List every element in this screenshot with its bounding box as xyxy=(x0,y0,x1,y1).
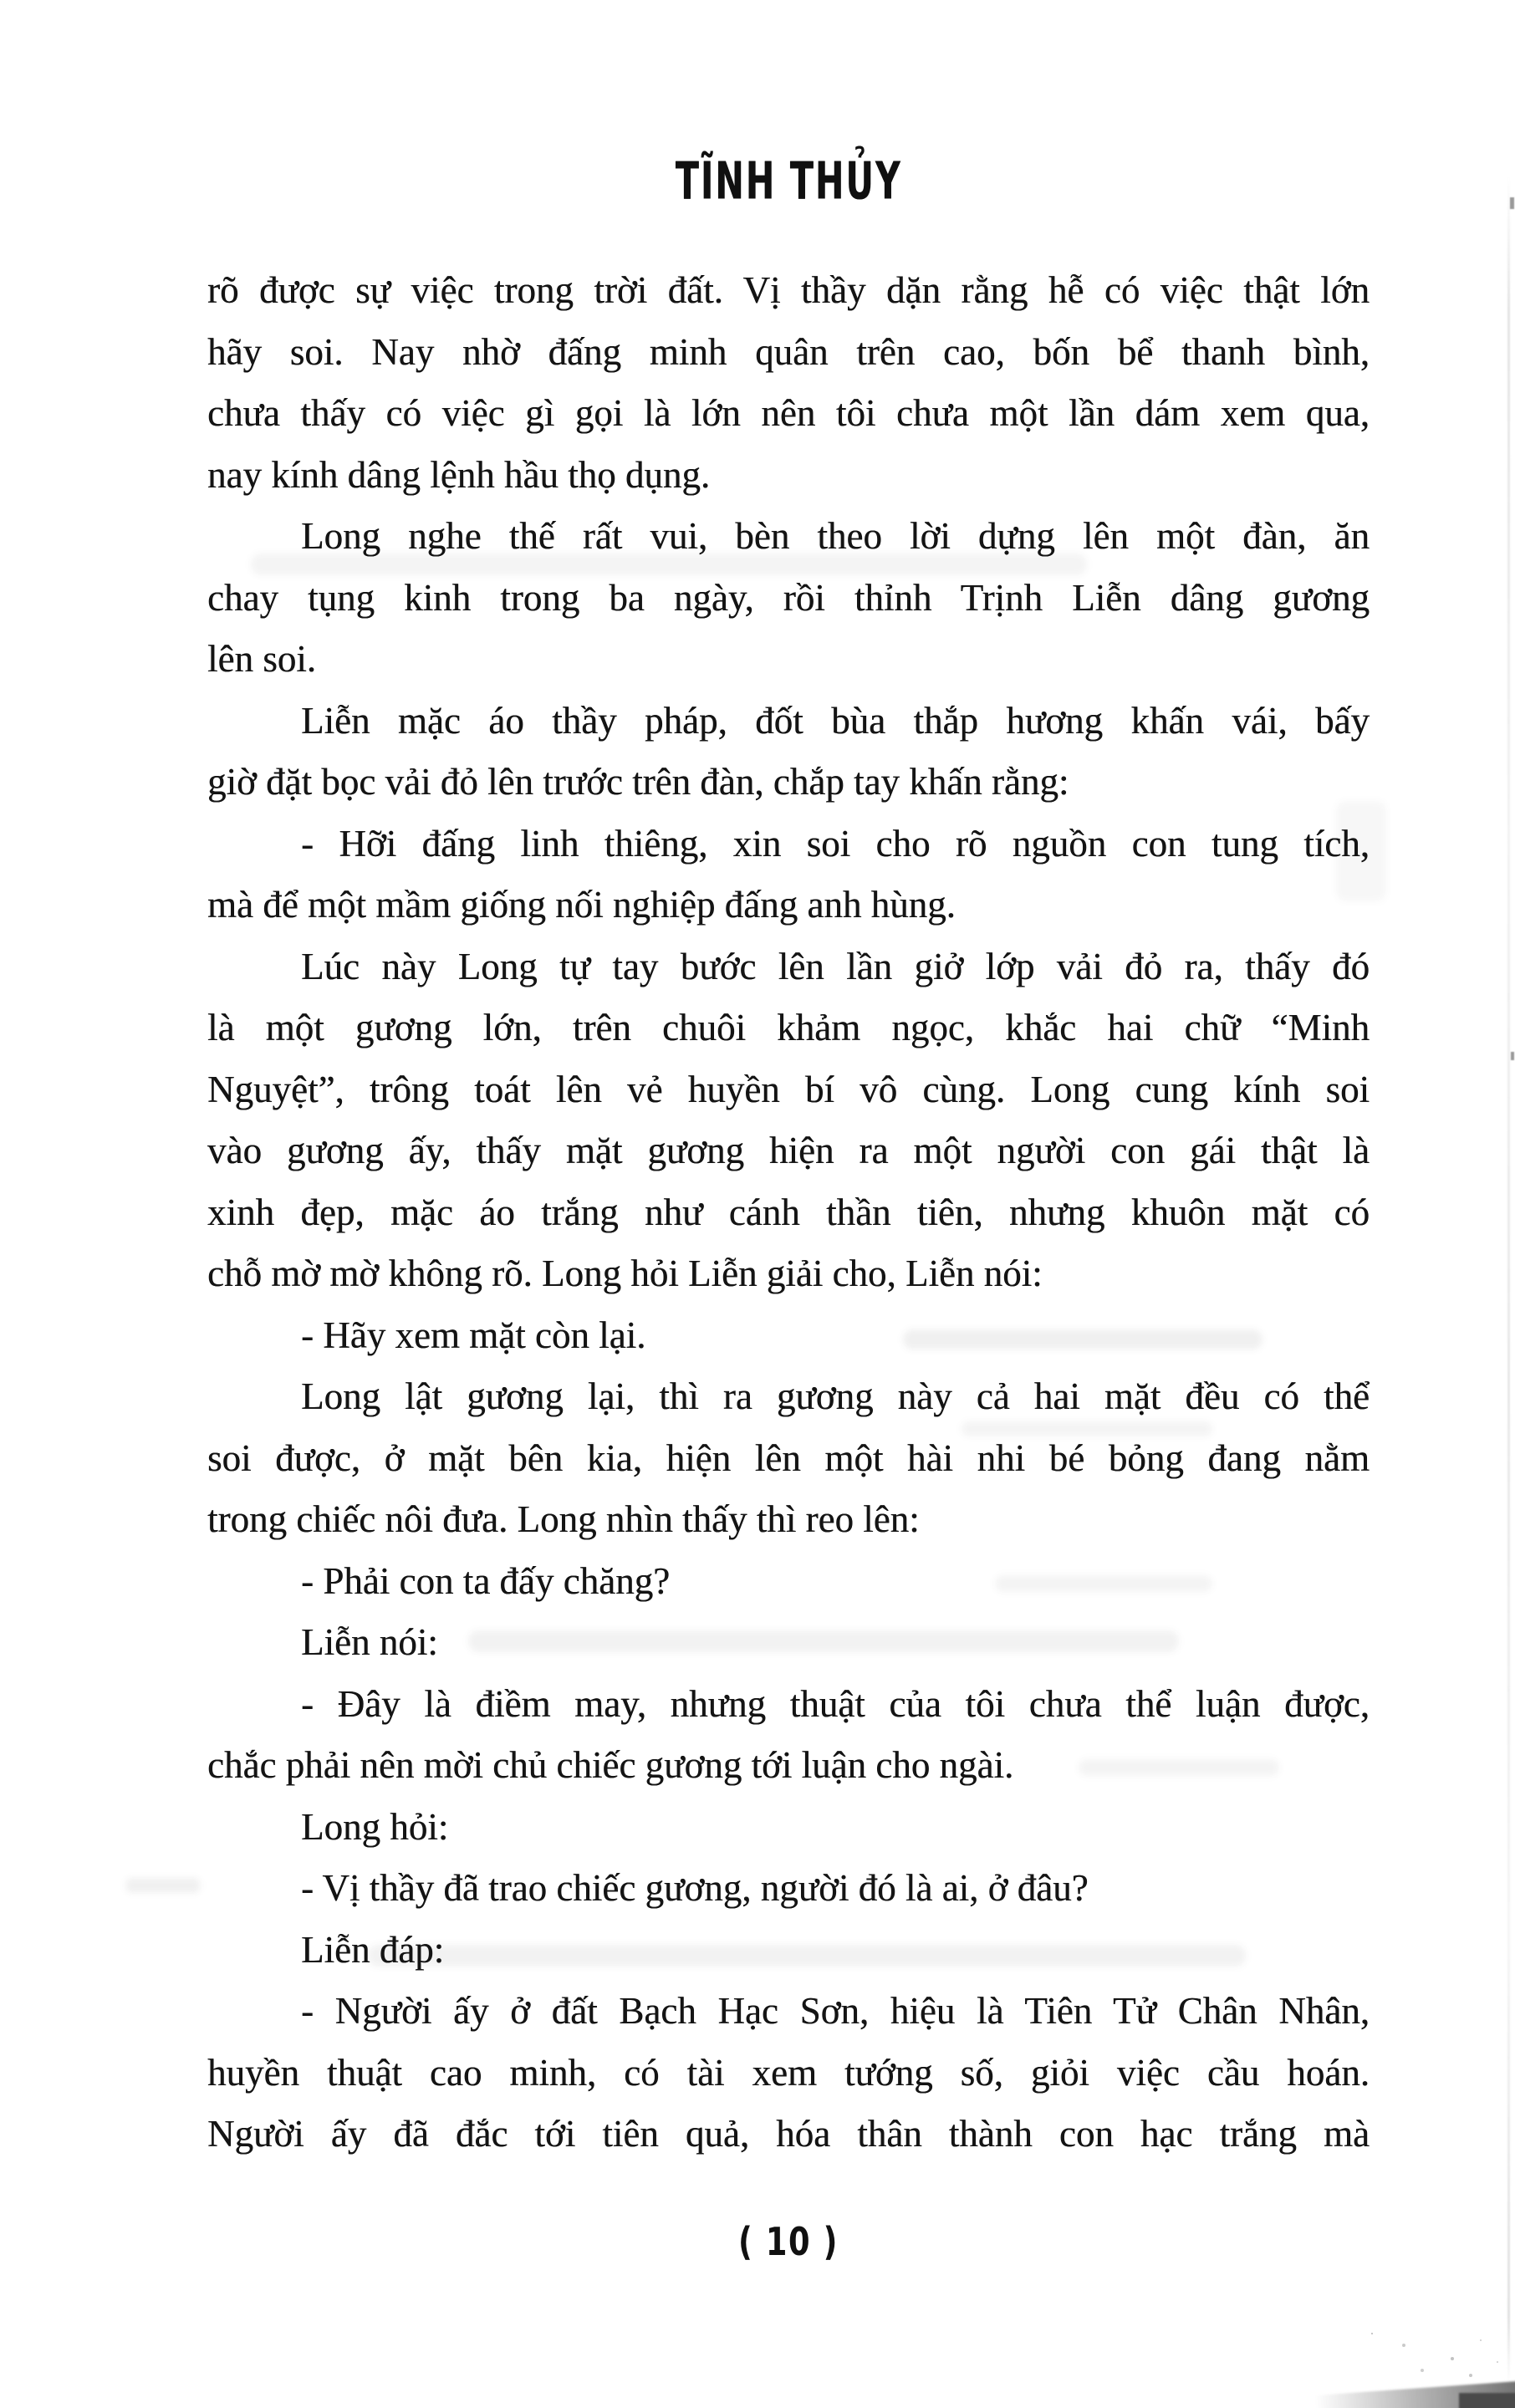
paragraph xyxy=(207,1366,1370,1551)
page-footer xyxy=(207,2212,1370,2282)
paragraph xyxy=(207,1674,1370,1797)
text-line: - Hãy xem mặt còn lại. xyxy=(301,1314,646,1356)
chapter-title: TĨNH THỦY xyxy=(675,151,902,212)
text-line: chắc phải nên mời chủ chiếc gương tới luận cho ngài. xyxy=(207,1744,1014,1786)
paragraph xyxy=(207,814,1370,936)
text-line: Long hỏi: xyxy=(301,1805,449,1848)
scan-artifact-page-edge xyxy=(1507,176,1510,2383)
paragraph xyxy=(207,691,1370,814)
text-line: Người ấy đã đắc tới tiên quả, hóa thân thành con hạc trắng mà xyxy=(207,2113,1370,2155)
text-line: huyền thuật cao minh, có tài xem tướng số, giỏi việc cầu hoán. xyxy=(207,2051,1370,2094)
text-line: hãy soi. Nay nhờ đấng minh quân trên cao, bốn bể thanh bình, xyxy=(207,330,1370,373)
paragraph xyxy=(207,1981,1370,2166)
text-line: Liễn nói: xyxy=(301,1621,438,1663)
text-line: Long nghe thế rất vui, bèn theo lời dựng lên một đàn, ăn xyxy=(301,515,1370,557)
paragraph xyxy=(207,1797,1370,1859)
paragraph xyxy=(207,1551,1370,1613)
page-number: ( 10 ) xyxy=(737,2219,839,2264)
text-line: - Vị thầy đã trao chiếc gương, người đó là ai, ở đâu? xyxy=(301,1867,1089,1909)
scan-artifact-edge-mark xyxy=(1511,1052,1514,1060)
paragraph xyxy=(207,1920,1370,1982)
paragraph xyxy=(207,936,1370,1305)
text-line: là một gương lớn, trên chuôi khảm ngọc, khắc hai chữ “Minh xyxy=(207,1007,1370,1048)
paragraph xyxy=(207,1612,1370,1674)
text-line: lên soi. xyxy=(207,638,316,680)
text-line: chay tụng kinh trong ba ngày, rồi thỉnh Trịnh Liễn dâng gương xyxy=(207,576,1370,619)
scan-artifact-corner-shadow xyxy=(1459,2393,1515,2408)
text-line: xinh đẹp, mặc áo trắng như cánh thần tiên, nhưng khuôn mặt có xyxy=(207,1191,1370,1233)
text-line: mà để một mầm giống nối nghiệp đấng anh hùng. xyxy=(207,884,956,926)
paragraph xyxy=(207,260,1370,506)
text-line: chỗ mờ mờ không rõ. Long hỏi Liễn giải cho, Liễn nói: xyxy=(207,1252,1043,1294)
body-text xyxy=(207,260,1370,2166)
text-line: Lúc này Long tự tay bước lên lần giở lớp vải đỏ ra, thấy đó xyxy=(301,945,1370,987)
text-line: nay kính dâng lệnh hầu thọ dụng. xyxy=(207,453,711,496)
scan-artifact-ghost xyxy=(125,1878,201,1893)
text-line: - Hỡi đấng linh thiêng, xin soi cho rõ nguồn con tung tích, xyxy=(301,822,1370,865)
text-line: chưa thấy có việc gì gọi là lớn nên tôi chưa một lần dám xem qua, xyxy=(207,392,1370,434)
page-header xyxy=(207,151,1370,222)
text-line: rõ được sự việc trong trời đất. Vị thầy dặn rằng hễ có việc thật lớn xyxy=(207,269,1370,311)
text-line: - Người ấy ở đất Bạch Hạc Sơn, hiệu là Tiên Tử Chân Nhân, xyxy=(301,1990,1370,2032)
text-line: Long lật gương lại, thì ra gương này cả hai mặt đều có thể xyxy=(301,1375,1370,1417)
text-line: Liễn đáp: xyxy=(301,1928,445,1971)
paragraph xyxy=(207,1858,1370,1920)
text-line: giờ đặt bọc vải đỏ lên trước trên đàn, chắp tay khấn rằng: xyxy=(207,761,1069,803)
scan-artifact-speckles xyxy=(1371,2333,1373,2334)
paragraph xyxy=(207,1305,1370,1367)
text-line: vào gương ấy, thấy mặt gương hiện ra một người con gái thật là xyxy=(207,1130,1370,1171)
text-line: Nguyệt”, trông toát lên vẻ huyền bí vô cùng. Long cung kính soi xyxy=(207,1068,1370,1110)
scan-artifact-corner-shadow xyxy=(1315,2380,1515,2408)
scan-artifact-edge-mark xyxy=(1510,197,1514,209)
text-line: soi được, ở mặt bên kia, hiện lên một hài nhi bé bỏng đang nằm xyxy=(207,1436,1370,1479)
paragraph xyxy=(207,506,1370,691)
text-line: Liễn mặc áo thầy pháp, đốt bùa thắp hương khấn vái, bấy xyxy=(301,699,1370,742)
text-line: - Phải con ta đấy chăng? xyxy=(301,1559,671,1602)
text-line: - Đây là điềm may, nhưng thuật của tôi chưa thể luận được, xyxy=(301,1682,1370,1725)
text-line: trong chiếc nôi đưa. Long nhìn thấy thì reo lên: xyxy=(207,1498,920,1540)
